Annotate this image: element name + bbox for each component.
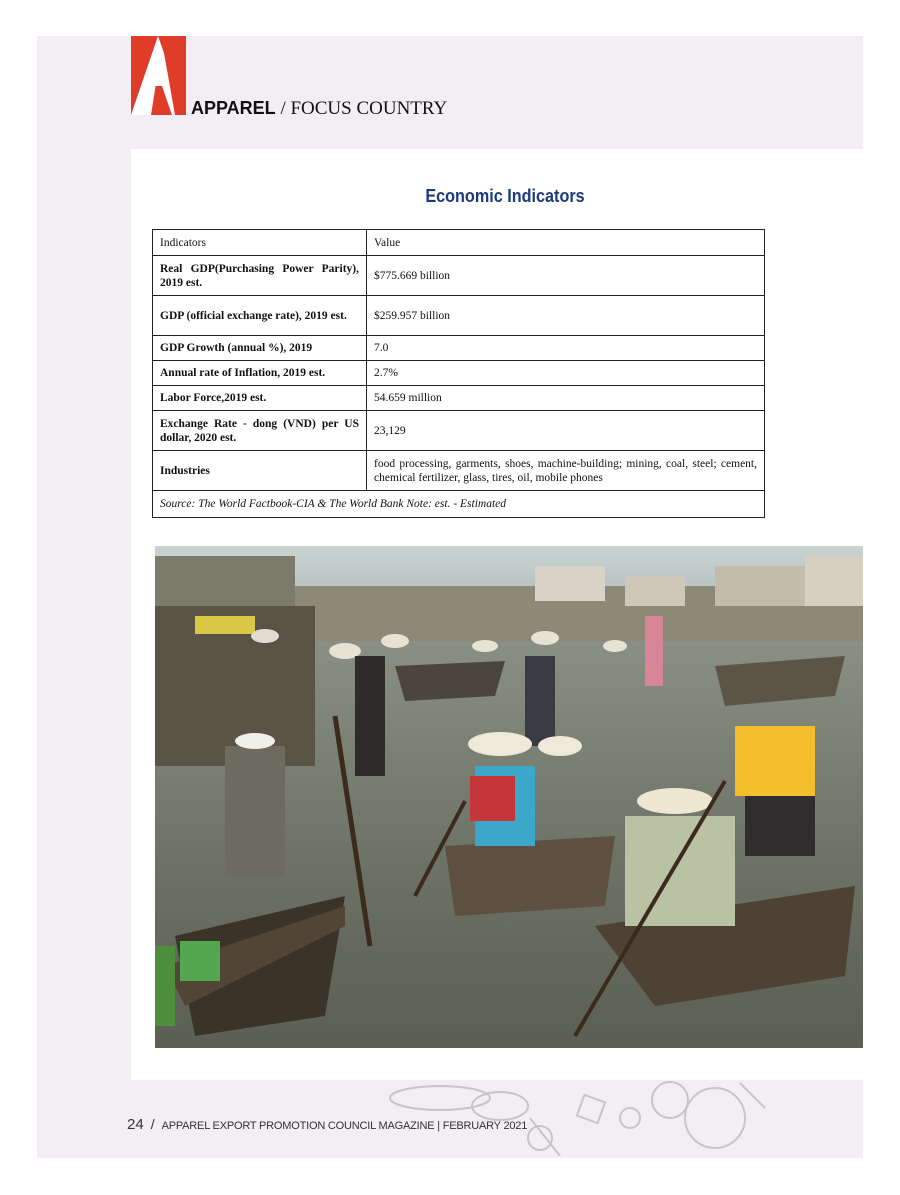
value-cell: 2.7% — [367, 361, 765, 386]
value-cell: food processing, garments, shoes, machine-building; mining, coal, steel; cement, chemical fertilizer, glass, tires, oil, mobile phones — [367, 451, 765, 491]
value-cell: 7.0 — [367, 336, 765, 361]
table-row — [153, 451, 765, 491]
value-cell: 23,129 — [367, 411, 765, 451]
value-cell: $259.957 billion — [367, 296, 765, 336]
economic-indicators-table — [152, 229, 765, 518]
header-section-name: FOCUS COUNTRY — [290, 98, 448, 119]
apparel-logo — [131, 36, 186, 115]
indicator-cell: GDP Growth (annual %), 2019 — [153, 336, 367, 361]
floating-market-photo — [155, 546, 863, 1048]
page-number: 24 — [127, 1116, 144, 1133]
value-cell: $775.669 billion — [367, 256, 765, 296]
section-header — [191, 96, 447, 121]
table-title: Economic Indicators — [425, 186, 585, 206]
value-cell: 54.659 million — [367, 386, 765, 411]
table-row — [153, 411, 765, 451]
source-row — [153, 491, 765, 518]
table-header-row — [153, 230, 765, 256]
footer-separator: / — [150, 1116, 155, 1132]
indicator-cell: Exchange Rate - dong (VND) per US dollar, 2020 est. — [153, 411, 367, 451]
table-row — [153, 336, 765, 361]
table-row — [153, 386, 765, 411]
indicator-cell: Industries — [153, 451, 367, 491]
indicator-cell: GDP (official exchange rate), 2019 est. — [153, 296, 367, 336]
source-note: Source: The World Factbook-CIA & The World Bank Note: est. - Estimated — [153, 491, 765, 518]
table-row — [153, 256, 765, 296]
column-header-value: Value — [367, 230, 765, 256]
header-separator: / — [280, 98, 286, 119]
indicator-cell: Labor Force,2019 est. — [153, 386, 367, 411]
table-row — [153, 361, 765, 386]
indicator-cell: Real GDP(Purchasing Power Parity), 2019 est. — [153, 256, 367, 296]
footer-publication: APPAREL EXPORT PROMOTION COUNCIL MAGAZINE | FEBRUARY 2021 — [161, 1120, 528, 1132]
table-row — [153, 296, 765, 336]
header-brand: APPAREL — [191, 98, 276, 118]
column-header-indicators: Indicators — [153, 230, 367, 256]
page-footer — [127, 1116, 527, 1134]
indicator-cell: Annual rate of Inflation, 2019 est. — [153, 361, 367, 386]
